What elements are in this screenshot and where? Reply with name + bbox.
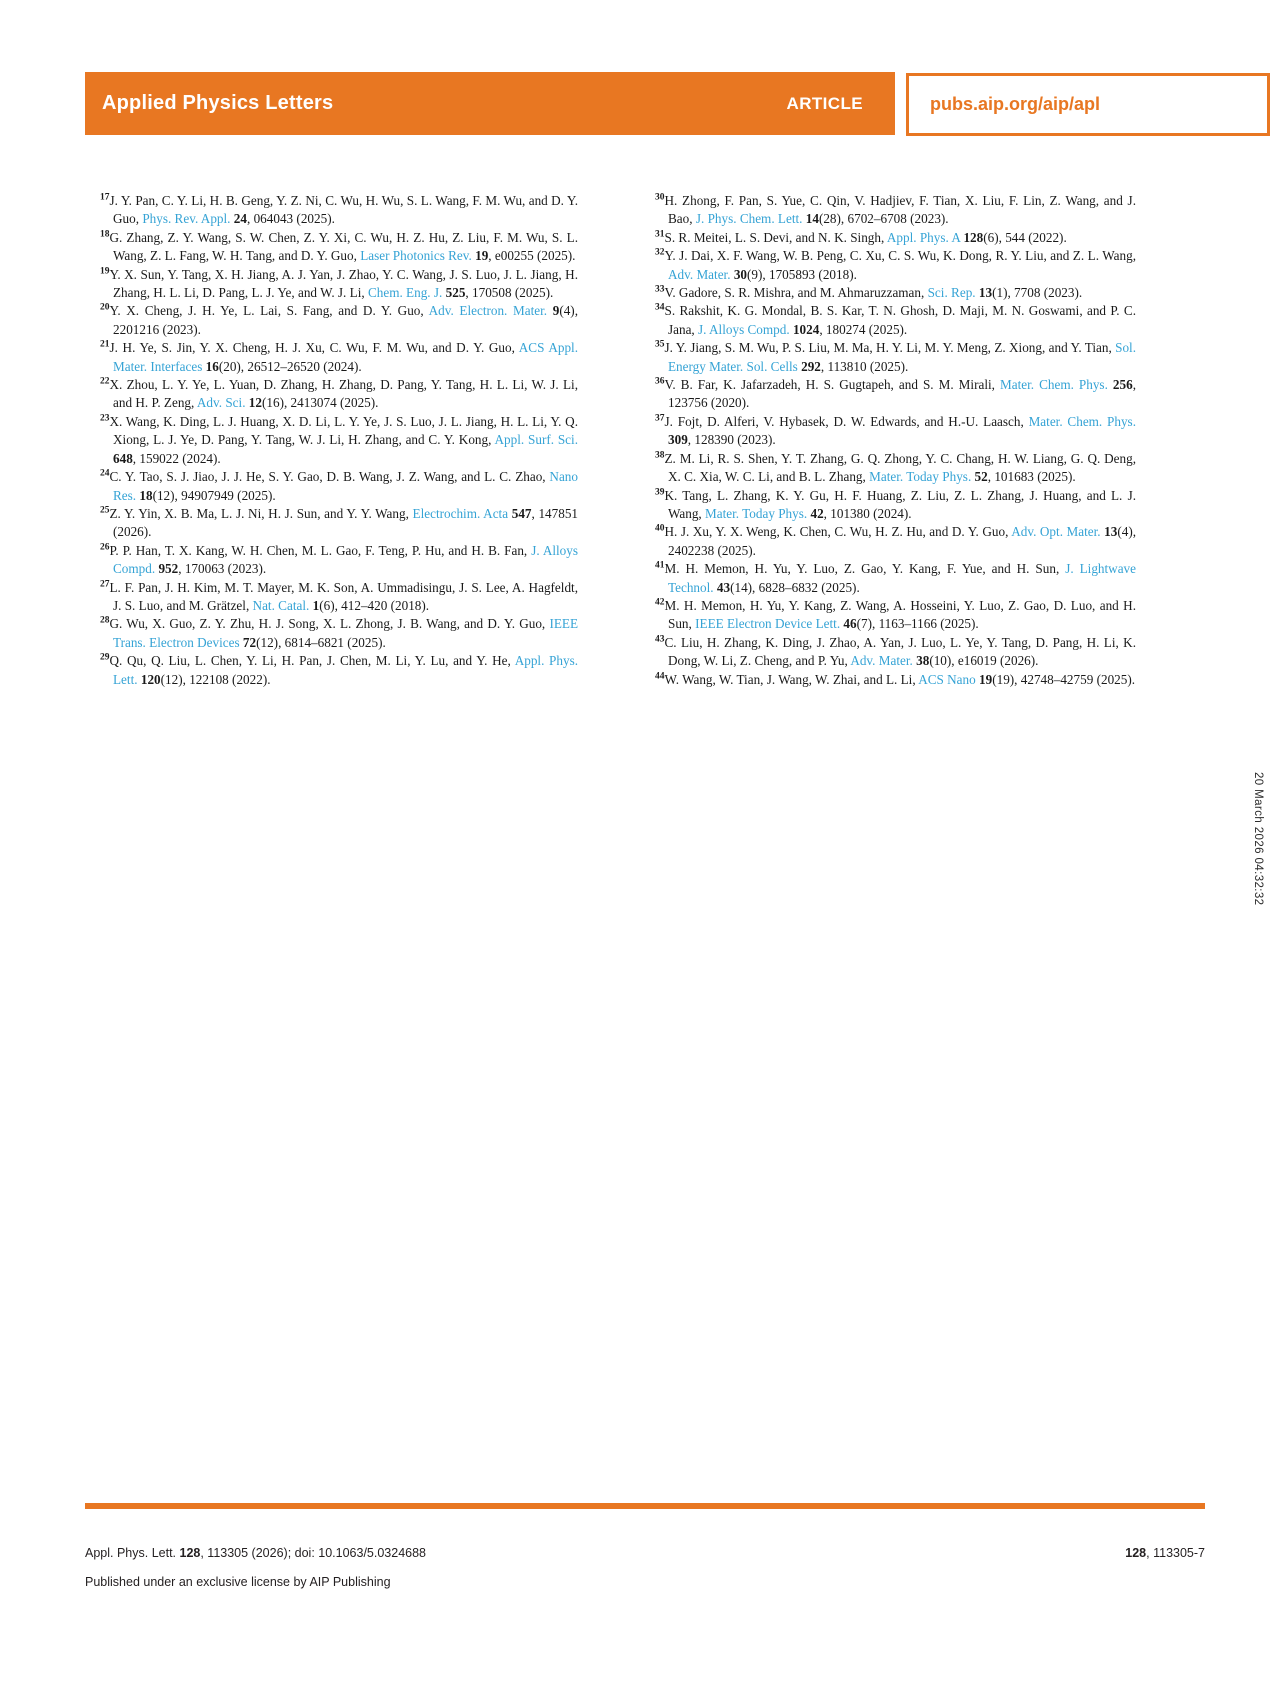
reference-text: , 180274 (2025). xyxy=(819,321,908,337)
reference-text: H. J. Xu, Y. X. Weng, K. Chen, C. Wu, H. Z. Hu, and D. Y. Guo, xyxy=(664,524,1012,540)
reference-text: V. Gadore, S. R. Mishra, and M. Ahmaruzzaman, xyxy=(664,285,928,301)
reference-text: , 101683 (2025). xyxy=(987,469,1076,485)
reference-number: 36 xyxy=(655,376,665,387)
journal-link[interactable]: J. Alloys Compd. xyxy=(698,321,790,337)
reference-number: 43 xyxy=(655,634,665,645)
reference-number: 28 xyxy=(100,615,110,626)
volume-number: 1024 xyxy=(792,321,820,337)
journal-link[interactable]: Adv. Mater. xyxy=(850,653,913,669)
reference-number: 35 xyxy=(655,339,665,350)
reference-text: M. H. Memon, H. Yu, Y. Luo, Z. Gao, Y. Kang, F. Yue, and H. Sun, xyxy=(664,561,1066,577)
volume-number: 256 xyxy=(1112,377,1133,393)
reference-text: , 147851 (2026). xyxy=(113,505,579,540)
article-type-label: ARTICLE xyxy=(786,93,863,113)
reference-24 xyxy=(100,468,578,505)
journal-link[interactable]: J. Phys. Chem. Lett. xyxy=(695,211,803,227)
reference-number: 21 xyxy=(100,339,110,350)
journal-link[interactable]: ACS Appl. Mater. Interfaces xyxy=(113,340,578,374)
reference-text: X. Zhou, L. Y. Ye, L. Yuan, D. Zhang, H. Zhang, D. Pang, Y. Tang, H. L. Li, W. J. Li, and H. P. Zeng, xyxy=(109,377,578,411)
reference-text: , e00255 (2025). xyxy=(488,248,576,264)
reference-text: W. Wang, W. Tian, J. Wang, W. Zhai, and L. Li, xyxy=(664,671,919,687)
reference-text: G. Zhang, Z. Y. Wang, S. W. Chen, Z. Y. Xi, C. Wu, H. Z. Hu, Z. Liu, F. M. Wu, S. L. Wang, Z. L. Fang, W. H. Tang, and D. Y. Guo, xyxy=(109,229,578,264)
reference-text: (10), e16019 (2026). xyxy=(929,653,1039,669)
volume-number: 309 xyxy=(668,432,688,448)
publisher-url[interactable]: pubs.aip.org/aip/apl xyxy=(930,94,1101,114)
volume-number: 16 xyxy=(205,358,219,374)
reference-text: J. Y. Pan, C. Y. Li, H. B. Geng, Y. Z. Ni, C. Wu, H. Wu, S. L. Wang, F. M. Wu, and D. Y. Guo, xyxy=(109,193,578,227)
reference-number: 22 xyxy=(100,376,110,387)
reference-text: K. Tang, L. Zhang, K. Y. Gu, H. F. Huang, Z. Liu, Z. L. Zhang, J. Huang, and L. J. Wang, xyxy=(664,487,1136,521)
journal-link[interactable]: Appl. Phys. Lett. xyxy=(113,653,578,687)
reference-31 xyxy=(655,229,1136,247)
reference-number: 26 xyxy=(100,542,110,553)
reference-text: , 128390 (2023). xyxy=(687,432,776,448)
footer-license: Published under an exclusive license by AIP Publishing xyxy=(85,1575,391,1589)
footer-citation-rest: , 113305 (2026); doi: 10.1063/5.0324688 xyxy=(200,1546,427,1560)
reference-number: 31 xyxy=(655,229,665,240)
volume-number: 1 xyxy=(312,597,320,613)
reference-number: 32 xyxy=(655,247,665,258)
reference-32 xyxy=(655,247,1136,284)
reference-37 xyxy=(655,413,1136,450)
reference-text: S. R. Meitei, L. S. Devi, and N. K. Singh, xyxy=(664,229,887,245)
journal-link[interactable]: ACS Nano xyxy=(918,671,976,687)
reference-21 xyxy=(100,339,578,376)
reference-42 xyxy=(655,597,1136,634)
volume-number: 19 xyxy=(979,671,993,687)
reference-text: J. H. Ye, S. Jin, Y. X. Cheng, H. J. Xu, C. Wu, F. M. Wu, and D. Y. Guo, xyxy=(109,340,519,356)
reference-text: H. Zhong, F. Pan, S. Yue, C. Qin, V. Hadjiev, F. Tian, X. Liu, F. Lin, Z. Wang, and J. Bao, xyxy=(664,193,1136,227)
header-bar xyxy=(85,72,895,135)
reference-text: Z. M. Li, R. S. Shen, Y. T. Zhang, G. Q. Zhong, Y. C. Chang, H. W. Liang, G. Q. Deng, X. C. Xia, W. C. Li, and B. L. Zhang, xyxy=(664,450,1136,485)
reference-23 xyxy=(100,413,578,468)
reference-text: Z. Y. Yin, X. B. Ma, L. J. Ni, H. J. Sun, and Y. Y. Wang, xyxy=(109,505,413,521)
journal-link[interactable]: IEEE Trans. Electron Devices xyxy=(113,616,578,650)
journal-link[interactable]: J. Lightwave Technol. xyxy=(668,561,1137,595)
reference-33 xyxy=(655,284,1136,302)
reference-text: C. Y. Tao, S. J. Jiao, J. J. He, S. Y. Gao, D. B. Wang, J. Z. Wang, and L. C. Zhao, xyxy=(109,469,550,485)
journal-link[interactable]: Adv. Mater. xyxy=(668,266,731,282)
reference-18 xyxy=(100,229,578,266)
reference-text: , 113810 (2025). xyxy=(820,358,909,374)
reference-36 xyxy=(655,376,1136,413)
reference-number: 38 xyxy=(655,450,665,461)
reference-text: C. Liu, H. Zhang, K. Ding, J. Zhao, A. Yan, J. Luo, L. Ye, Y. Tang, D. Pang, H. Li, K. Dong, W. Li, Z. Cheng, and P. Yu, xyxy=(664,634,1136,669)
reference-20 xyxy=(100,302,578,339)
reference-number: 20 xyxy=(100,303,110,314)
reference-text: (6), 412–420 (2018). xyxy=(319,597,430,613)
publisher-url-box[interactable] xyxy=(906,73,1270,136)
reference-text: (4), 2402238 (2025). xyxy=(668,524,1137,558)
volume-number: 52 xyxy=(974,469,988,485)
reference-text: V. B. Far, K. Jafarzadeh, H. S. Gugtapeh, and S. M. Mirali, xyxy=(664,377,1000,393)
reference-30 xyxy=(655,192,1136,229)
reference-number: 24 xyxy=(100,468,110,479)
reference-number: 29 xyxy=(100,652,110,663)
reference-number: 25 xyxy=(100,505,110,516)
reference-text: , 101380 (2024). xyxy=(823,505,912,521)
reference-39 xyxy=(655,487,1136,524)
reference-text: M. H. Memon, H. Yu, Y. Kang, Z. Wang, A. Hosseini, Y. Luo, Z. Gao, D. Luo, and H. Sun, xyxy=(664,597,1136,632)
reference-text: , 123756 (2020). xyxy=(668,377,1136,411)
reference-22 xyxy=(100,376,578,413)
volume-number: 952 xyxy=(158,561,179,577)
footer-rule xyxy=(85,1503,1205,1509)
reference-35 xyxy=(655,339,1136,376)
reference-text: Y. X. Cheng, J. H. Ye, L. Lai, S. Fang, and D. Y. Guo, xyxy=(109,303,429,319)
journal-title: Applied Physics Letters xyxy=(102,92,334,114)
volume-number: 120 xyxy=(140,671,161,687)
volume-number: 13 xyxy=(978,285,993,301)
reference-text: (19), 42748–42759 (2025). xyxy=(992,671,1136,687)
reference-text: J. Fojt, D. Alferi, V. Hybasek, D. W. Edwards, and H.-U. Laasch, xyxy=(664,413,1029,429)
journal-link[interactable]: Nano Res. xyxy=(113,469,578,503)
reference-number: 44 xyxy=(655,671,665,682)
volume-number: 13 xyxy=(1104,524,1118,540)
journal-link[interactable]: Electrochim. Acta xyxy=(412,505,509,521)
reference-38 xyxy=(655,450,1136,487)
journal-link[interactable]: Adv. Sci. xyxy=(196,395,246,411)
reference-number: 33 xyxy=(655,284,665,295)
reference-text: (1), 7708 (2023). xyxy=(992,285,1083,301)
reference-text: X. Wang, K. Ding, L. J. Huang, X. D. Li, L. Y. Ye, J. S. Luo, J. L. Jiang, H. L. Li, Y. Q. Xiong, L. J. Ye, D. Pang, Y. Tang, W. J. Li, H. Zhang, and C. Y. Kong, xyxy=(109,413,578,448)
reference-number: 18 xyxy=(100,229,110,240)
download-datestamp: 20 March 2026 04:32:32 xyxy=(1252,772,1264,906)
references-section xyxy=(100,192,1136,689)
volume-number: 43 xyxy=(716,579,731,595)
journal-link[interactable]: Mater. Chem. Phys. xyxy=(999,377,1108,393)
reference-text: G. Wu, X. Guo, Z. Y. Zhu, H. J. Song, X. L. Zhong, J. B. Wang, and D. Y. Guo, xyxy=(109,616,550,632)
journal-link[interactable]: Appl. Surf. Sci. xyxy=(494,432,578,448)
volume-number: 128 xyxy=(963,229,984,245)
reference-text: (28), 6702–6708 (2023). xyxy=(818,211,949,227)
volume-number: 18 xyxy=(139,487,153,503)
volume-number: 42 xyxy=(810,505,824,521)
journal-link[interactable]: Adv. Opt. Mater. xyxy=(1011,524,1101,540)
reference-17 xyxy=(100,192,578,229)
journal-link[interactable]: Mater. Chem. Phys. xyxy=(1028,413,1136,429)
reference-43 xyxy=(655,634,1136,671)
journal-link[interactable]: Sci. Rep. xyxy=(927,285,976,301)
journal-link[interactable]: Appl. Phys. A xyxy=(886,229,961,245)
reference-text: Q. Qu, Q. Liu, L. Chen, Y. Li, H. Pan, J. Chen, M. Li, Y. Lu, and Y. He, xyxy=(109,653,515,669)
volume-number: 46 xyxy=(843,616,857,632)
journal-link[interactable]: Laser Photonics Rev. xyxy=(360,248,472,264)
reference-text: (14), 6828–6832 (2025). xyxy=(730,579,860,595)
reference-number: 39 xyxy=(655,487,665,498)
reference-text: (12), 94907949 (2025). xyxy=(152,487,276,503)
volume-number: 292 xyxy=(801,358,821,374)
reference-number: 37 xyxy=(655,413,665,424)
reference-text: , 159022 (2024). xyxy=(132,450,221,466)
footer xyxy=(85,1546,1205,1589)
journal-link[interactable]: Adv. Electron. Mater. xyxy=(428,303,548,319)
volume-number: 525 xyxy=(445,285,466,301)
volume-number: 30 xyxy=(733,266,747,282)
reference-text: , 170063 (2023). xyxy=(178,561,267,577)
volume-number: 12 xyxy=(248,395,262,411)
reference-number: 34 xyxy=(655,303,665,314)
journal-link[interactable]: Nat. Catal. xyxy=(252,597,310,613)
reference-text: , 170508 (2025). xyxy=(465,285,554,301)
volume-number: 9 xyxy=(552,303,560,319)
footer-citation xyxy=(85,1546,426,1560)
footer-page-volume: 128 xyxy=(1125,1546,1147,1560)
reference-26 xyxy=(100,542,578,579)
journal-link[interactable]: Chem. Eng. J. xyxy=(367,285,443,301)
reference-text: J. Y. Jiang, S. M. Wu, P. S. Liu, M. Ma, H. Y. Li, M. Y. Meng, Z. Xiong, and Y. Tian, xyxy=(664,340,1116,356)
reference-28 xyxy=(100,615,578,652)
journal-link[interactable]: Mater. Today Phys. xyxy=(705,505,808,521)
reference-number: 40 xyxy=(655,523,665,534)
reference-number: 30 xyxy=(655,192,665,203)
reference-34 xyxy=(655,302,1136,339)
reference-text: (7), 1163–1166 (2025). xyxy=(856,616,979,632)
reference-number: 27 xyxy=(100,579,110,590)
volume-number: 14 xyxy=(805,211,819,227)
reference-19 xyxy=(100,266,578,303)
reference-41 xyxy=(655,560,1136,597)
journal-link[interactable]: Sol. Energy Mater. Sol. Cells xyxy=(668,340,1136,374)
journal-link[interactable]: Mater. Today Phys. xyxy=(869,469,972,485)
refs-col-right xyxy=(655,192,1136,689)
reference-text: S. Rakshit, K. G. Mondal, B. S. Kar, T. N. Ghosh, D. Maji, M. N. Goswami, and P. C. Jana, xyxy=(664,303,1136,337)
volume-number: 38 xyxy=(916,653,930,669)
reference-number: 42 xyxy=(655,597,665,608)
reference-number: 41 xyxy=(655,560,665,571)
reference-number: 23 xyxy=(100,413,110,424)
reference-text: P. P. Han, T. X. Kang, W. H. Chen, M. L. Gao, F. Teng, P. Hu, and H. B. Fan, xyxy=(109,542,532,558)
reference-text: (6), 544 (2022). xyxy=(983,229,1067,245)
reference-text: L. F. Pan, J. H. Kim, M. T. Mayer, M. K. Son, A. Ummadisingu, J. S. Lee, A. Hagfeldt, J. S. Luo, and M. Grätzel, xyxy=(109,579,578,613)
reference-27 xyxy=(100,579,578,616)
reference-text: (12), 122108 (2022). xyxy=(160,671,271,687)
reference-25 xyxy=(100,505,578,542)
reference-text: Y. J. Dai, X. F. Wang, W. B. Peng, C. Xu, C. S. Wu, K. Dong, R. Y. Liu, and Z. L. Wang, xyxy=(664,248,1136,264)
reference-text: (4), 2201216 (2023). xyxy=(113,303,578,337)
journal-link[interactable]: J. Alloys Compd. xyxy=(113,542,579,577)
volume-number: 19 xyxy=(475,248,489,264)
volume-number: 24 xyxy=(233,211,247,227)
reference-text: (12), 6814–6821 (2025). xyxy=(256,634,386,650)
reference-text: (9), 1705893 (2018). xyxy=(747,266,857,282)
reference-number: 19 xyxy=(100,266,110,277)
reference-29 xyxy=(100,652,578,689)
volume-number: 547 xyxy=(511,505,532,521)
reference-number: 17 xyxy=(100,192,110,203)
reference-text: (20), 26512–26520 (2024). xyxy=(218,358,362,374)
refs-col-left xyxy=(100,192,578,689)
journal-link[interactable]: IEEE Electron Device Lett. xyxy=(695,616,841,632)
footer-page-number xyxy=(1125,1546,1205,1560)
reference-text: (16), 2413074 (2025). xyxy=(261,395,379,411)
reference-text: Y. X. Sun, Y. Tang, X. H. Jiang, A. J. Yan, J. Zhao, Y. C. Wang, J. S. Luo, J. L. Jiang, H. Zhang, H. L. Li, D. Pang, L. J. Ye, and W. J. Li, xyxy=(109,266,578,301)
volume-number: 72 xyxy=(242,634,257,650)
footer-page-rest: , 113305-7 xyxy=(1146,1546,1205,1560)
volume-number: 648 xyxy=(113,450,133,466)
reference-40 xyxy=(655,523,1136,560)
footer-citation-prefix: Appl. Phys. Lett. xyxy=(85,1546,180,1560)
reference-44 xyxy=(655,671,1136,689)
reference-text: , 064043 (2025). xyxy=(246,211,335,227)
footer-citation-volume: 128 xyxy=(179,1546,201,1560)
journal-link[interactable]: Phys. Rev. Appl. xyxy=(142,211,231,227)
